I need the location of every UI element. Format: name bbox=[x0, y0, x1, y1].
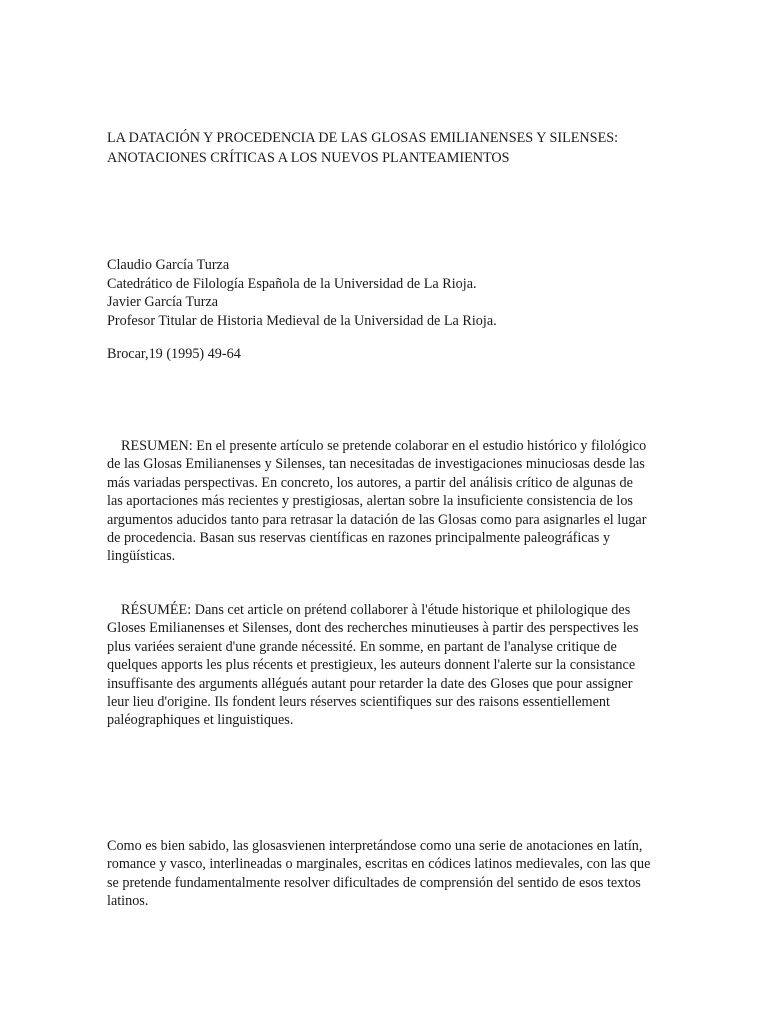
author-name: Claudio García Turza bbox=[107, 257, 230, 273]
title-line-2: ANOTACIONES CRÍTICAS A LOS NUEVOS PLANTEAMIENTOS bbox=[107, 150, 510, 166]
body-paragraph: Como es bien sabido, las glosasvienen interpretándose como una serie de anotaciones en latín, romance y vasco, interlineadas o marginales, escritas en códices latinos medievales, con las que se pretende fundamentalmente resolver dificultades de comprensión del sentido de esos textos latinos. bbox=[107, 838, 651, 910]
author-block bbox=[107, 256, 707, 330]
title-line-1: LA DATACIÓN Y PROCEDENCIA DE LAS GLOSAS EMILIANENSES Y SILENSES: bbox=[107, 130, 619, 146]
author-affiliation: Profesor Titular de Historia Medieval de la Universidad de La Rioja. bbox=[107, 312, 497, 329]
citation: Brocar,19 (1995) 49-64 bbox=[107, 346, 241, 362]
author-affiliation: Catedrático de Filología Española de la Universidad de La Rioja. bbox=[107, 275, 477, 292]
abstract-french: RÉSUMÉE: Dans cet article on prétend collaborer à l'étude historique et philologique des Gloses Emilianenses et Silenses, dont des recherches minutieuses à partir des perspectives les plus variées seraient d'une grande nécessité. En somme, en partant de l'analyse critique de quelques apports les plus récents et prestigieux, les auteurs donnent l'alerte sur la consistance insuffisante des arguments allégués autant pour retarder la date des Gloses que pour assigner leur lieu d'origine. Ils fondent leurs réserves scientifiques sur des raisons essentiellement paléographiques et linguistiques. bbox=[107, 602, 639, 729]
paper-title bbox=[107, 128, 707, 168]
author-name: Javier García Turza bbox=[107, 294, 219, 310]
abstract-spanish: RESUMEN: En el presente artículo se pretende colaborar en el estudio histórico y filológico de las Glosas Emilianenses y Silenses, tan necesitadas de investigaciones minuciosas desde las más variadas perspectivas. En concreto, los autores, a partir del análisis crítico de algunas de las aportaciones más recientes y prestigiosas, alertan sobre la insuficiente consistencia de los argumentos aducidos tanto para retrasar la datación de las Glosas como para asignarles el lugar de procedencia. Basan sus reservas científicas en razones principalmente paleográficas y lingüísticas. bbox=[107, 438, 647, 565]
